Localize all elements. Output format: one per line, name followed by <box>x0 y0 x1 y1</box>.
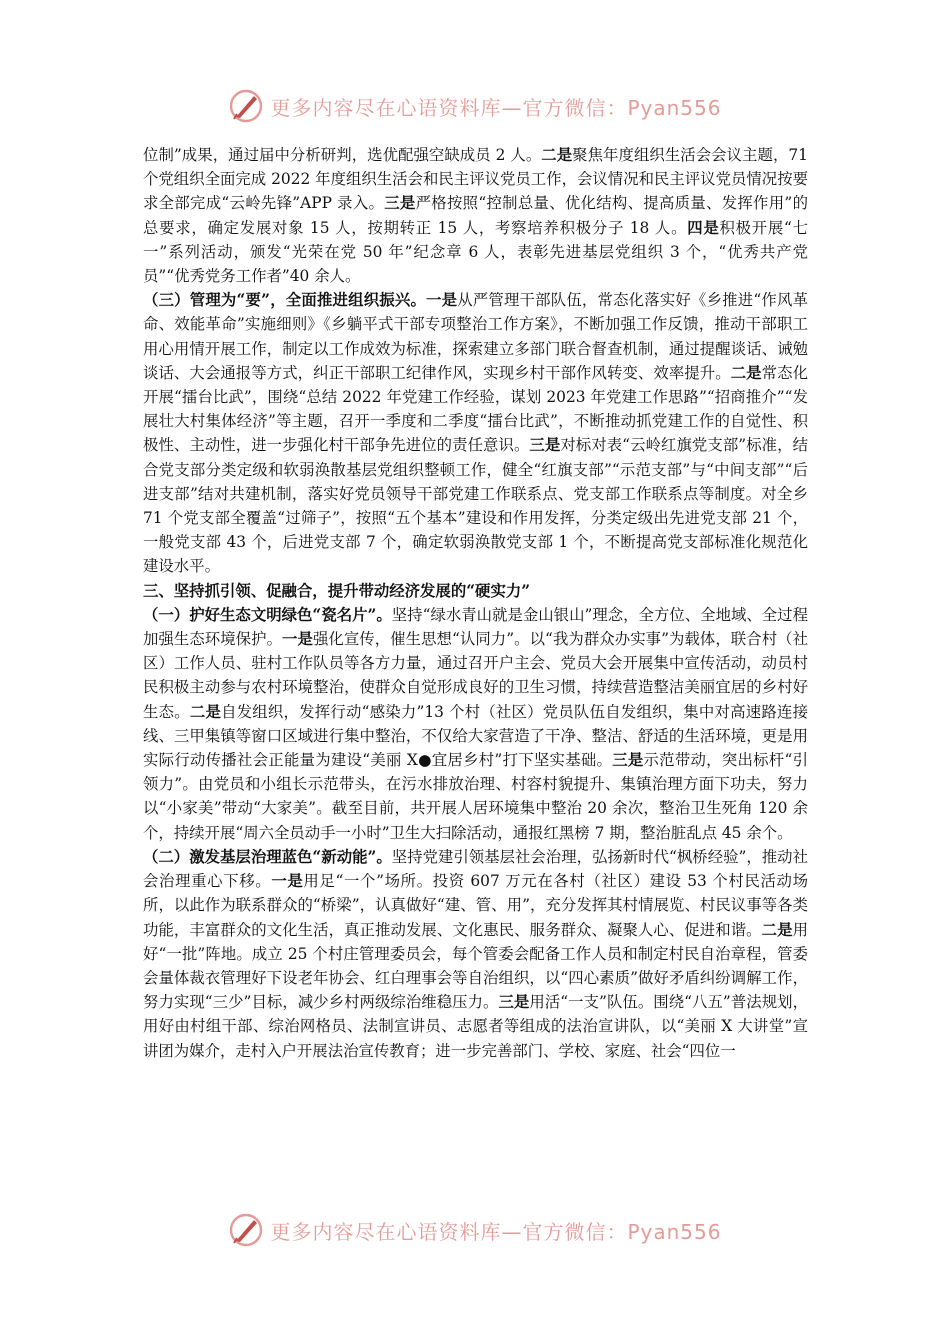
paragraph: （二）激发基层治理蓝色“新动能”。坚持党建引领基层社会治理，弘扬新时代“枫桥经验”，推动社会治理重心下移。一是用足“一个”场所。投资 607 万元在各村（社区）建设 53 个村民活动场所，以此作为联系群众的“桥梁”，认真做好“建、管、用”，充分发挥其村情展览、村民议事等各类功能，丰富群众的文化生活，真正推动发展、文化惠民、服务群众、凝聚人心、促进和谐。二是用好“一批”阵地。成立 25 个村庄管理委员会，每个管委会配备工作人员和制定村民自治章程，管委会量体裁衣管理好下设老年协会、红白理事会等自治组织，以“四心素质”做好矛盾纠纷调解工作，努力实现“三少”目标，减少乡村两级综治维稳压力。三是用活“一支”队伍。围绕“八五”普法规划，用好由村组干部、综治网格员、法制宣讲员、志愿者等组成的法治宣讲队，以“美丽 X 大讲堂”宣讲团为媒介，走村入户开展法治宣传教育；进一步完善部门、学校、家庭、社会“四位一 <box>143 847 808 1060</box>
section-heading: （三）管理为“要”，全面推进组织振兴。 <box>143 291 427 310</box>
watermark-text: 更多内容尽在心语资料库—官方微信：Pyan556 <box>270 1219 722 1244</box>
paragraph: （三）管理为“要”，全面推进组织振兴。一是从严管理干部队伍，常态化落实好《乡推进“作风革命、效能革命”实施细则》《乡躺平式干部专项整治工作方案》，不断加强工作反馈，推动干部职工用心用情开展工作，制定以工作成效为标准，探索建立多部门联合督查机制，通过提醒谈话、诫勉谈话、大会通报等方式，纠正干部职工纪律作风，实现乡村干部作风转变、效率提升。二是常态化开展“擂台比武”，围绕“总结 2022 年党建工作经验，谋划 2023 年党建工作思路”“招商推介”“发展壮大村集体经济”等主题，召开一季度和二季度“擂台比武”，不断推动抓党建工作的自觉性、积极性、主动性，进一步强化村干部争先进位的责任意识。三是对标对表“云岭红旗党支部”标准，结合党支部分类定级和软弱涣散基层党组织整顿工作，健全“红旗支部”“示范支部”与“中间支部”“后进支部”结对共建机制，落实好党员领导干部党建工作联系点、党支部工作联系点等制度。对全乡 71 个党支部全覆盖“过筛子”，按照“五个基本”建设和作用发挥，分类定级出先进党支部 21 个，一般党支部 43 个，后进党支部 7 个，确定软弱涣散党支部 1 个，不断提高党支部标准化规范化建设水平。 <box>143 291 808 576</box>
section-heading: （一）护好生态文明绿色“瓷名片”。 <box>143 605 392 624</box>
paragraph: 位制”成果，通过届中分析研判，选优配强空缺成员 2 人。二是聚焦年度组织生活会会议主题，71 个党组织全面完成 2022 年度组织生活会和民主评议党员工作，会议情况和民主评议党员情况按要求全部完成“云岭先锋”APP 录入。三是严格按照“控制总量、优化结构、提高质量、发挥作用”的总要求，确定发展对象 15 人，按期转正 15 人，考察培养积极分子 18 人。四是积极开展“七一”系列活动，颁发“光荣在党 50 年”纪念章 6 人，表彰先进基层党组织 3 个，“优秀共产党员”“优秀党务工作者”40 余人。 <box>143 146 808 286</box>
section-heading: （二）激发基层治理蓝色“新动能”。 <box>143 847 392 866</box>
chapter-heading: 三、坚持抓引领、促融合，提升带动经济发展的“硬实力” <box>143 581 531 600</box>
quill-pen-logo-icon <box>228 88 264 124</box>
header-watermark-banner <box>0 84 950 128</box>
quill-pen-logo-icon <box>228 1212 264 1248</box>
paragraph: （一）护好生态文明绿色“瓷名片”。坚持“绿水青山就是金山银山”理念，全方位、全地域、全过程加强生态环境保护。一是强化宣传，催生思想“认同力”。以“我为群众办实事”为载体，联合村（社区）工作人员、驻村工作队员等各方力量，通过召开户主会、党员大会开展集中宣传活动，动员村民积极主动参与农村环境整治，使群众自觉形成良好的卫生习惯，持续营造整洁美丽宜居的乡村好生态。二是自发组织，发挥行动“感染力”13 个村（社区）党员队伍自发组织，集中对高速路连接线、三甲集镇等窗口区域进行集中整治，不仅给大家营造了干净、整洁、舒适的生活环境，更是用实际行动传播社会正能量为建设“美丽 X●宜居乡村”打下坚实基础。三是示范带动，突出标杆“引领力”。由党员和小组长示范带头，在污水排放治理、村容村貌提升、集镇治理方面下功夫，努力以“小家美”带动“大家美”。截至目前，共开展人居环境集中整治 20 余次，整治卫生死角 120 余个，持续开展“周六全员动手一小时”卫生大扫除活动，通报红黑榜 7 期，整治脏乱点 45 余个。 <box>143 605 808 842</box>
document-body <box>143 143 808 1063</box>
footer-watermark-banner <box>0 1208 950 1252</box>
watermark-text: 更多内容尽在心语资料库—官方微信：Pyan556 <box>270 95 722 120</box>
